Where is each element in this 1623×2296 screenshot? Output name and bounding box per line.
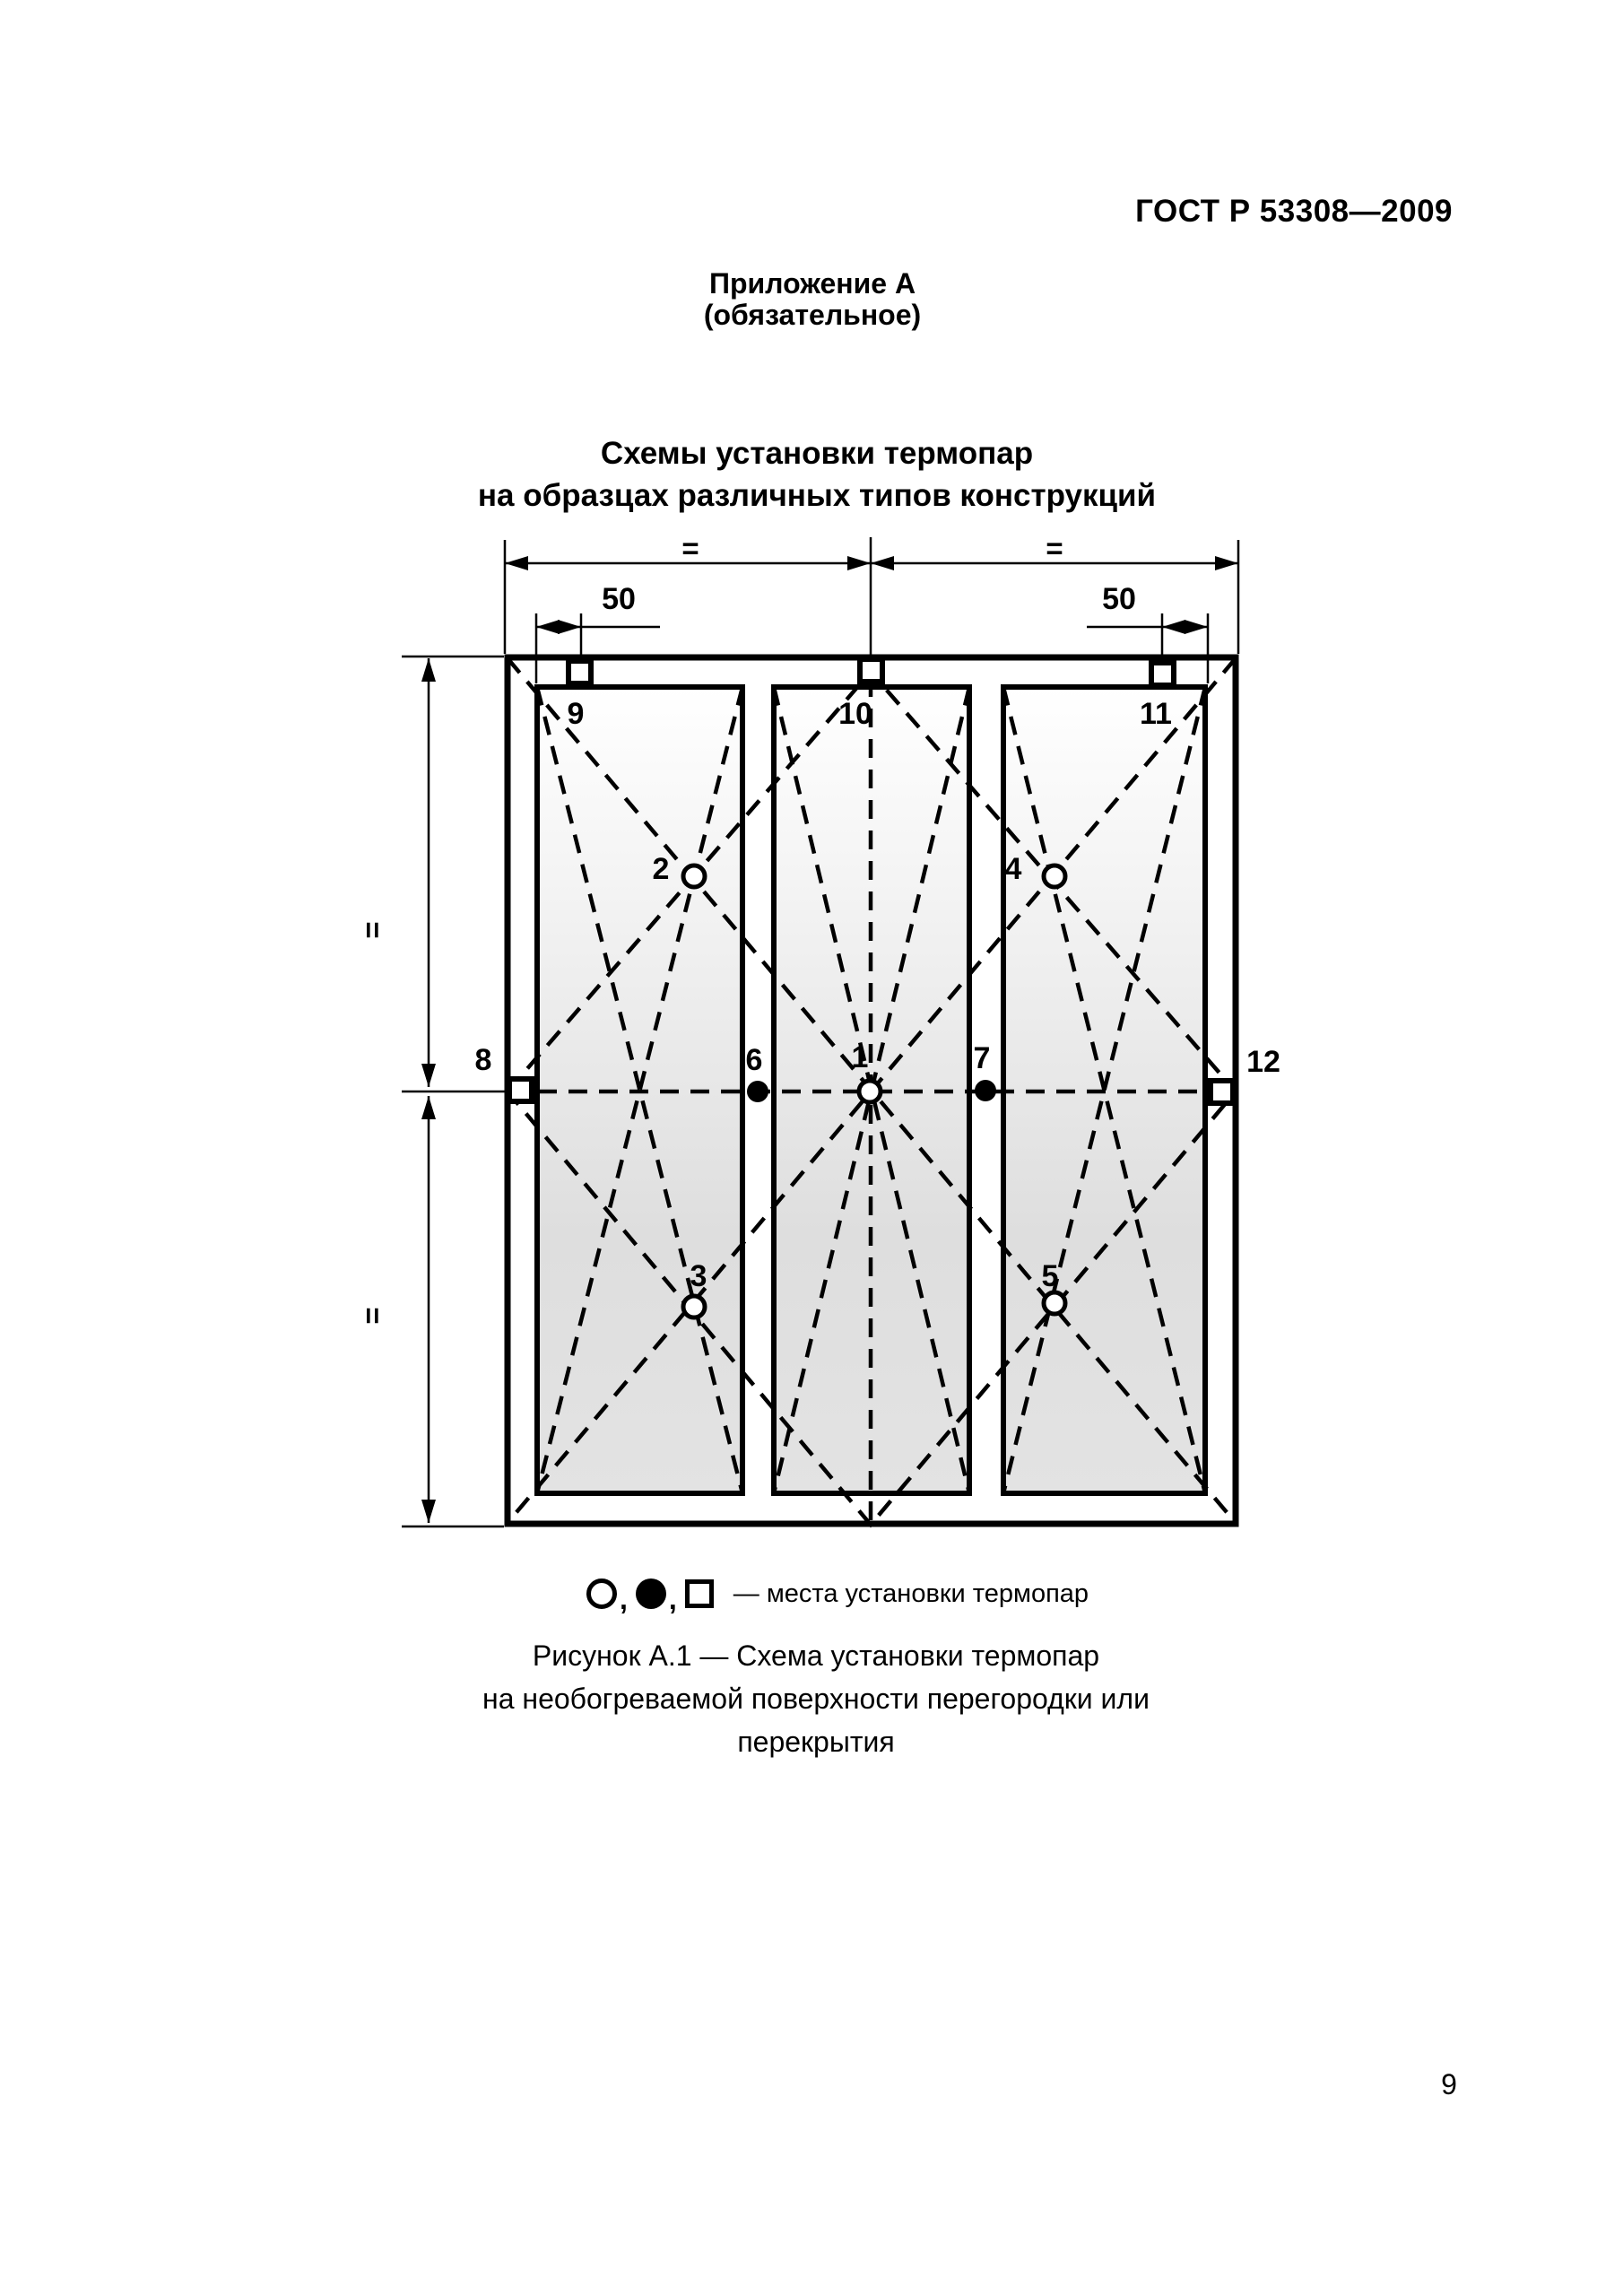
square-marker-9 xyxy=(568,661,591,683)
point-label-7: 7 xyxy=(973,1041,991,1075)
offset-dim-left-label: 50 xyxy=(602,582,636,616)
page-number: 9 xyxy=(1441,2068,1457,2100)
filled-circle-marker-6 xyxy=(747,1081,768,1102)
filled-circle-icon xyxy=(636,1578,666,1609)
equal-dim-left-upper: = xyxy=(356,921,389,939)
figure-legend xyxy=(586,1577,1089,1615)
legend-separator: , xyxy=(668,1583,677,1615)
open-circle-marker-2 xyxy=(683,865,705,887)
open-circle-marker-1 xyxy=(859,1081,881,1102)
point-label-10: 10 xyxy=(838,697,872,731)
point-label-11: 11 xyxy=(1140,697,1172,731)
point-label-5: 5 xyxy=(1041,1259,1059,1293)
legend-note: — места установки термопар xyxy=(733,1578,1089,1608)
square-marker-12 xyxy=(1211,1081,1233,1103)
point-label-8: 8 xyxy=(474,1043,492,1077)
point-label-6: 6 xyxy=(745,1043,763,1077)
square-marker-11 xyxy=(1151,663,1174,685)
point-label-4: 4 xyxy=(1004,852,1022,886)
figure-caption-line2: на необогреваемой поверхности перегородки или перекрытия xyxy=(482,1683,1150,1758)
point-label-9: 9 xyxy=(567,697,585,731)
appendix-subtitle: (обязательное) xyxy=(703,299,922,331)
square-marker-10 xyxy=(860,659,882,682)
square-marker-8 xyxy=(509,1079,532,1101)
page-title-line2: на образцах различных типов конструкций xyxy=(477,478,1157,513)
open-circle-marker-4 xyxy=(1044,865,1065,887)
point-label-12: 12 xyxy=(1246,1045,1280,1079)
offset-dim-right-label: 50 xyxy=(1102,582,1136,616)
point-label-3: 3 xyxy=(690,1259,707,1293)
equal-dim-top-left: = xyxy=(681,532,699,565)
point-label-2: 2 xyxy=(652,852,670,886)
open-circle-icon xyxy=(586,1578,617,1609)
legend-separator: , xyxy=(620,1583,628,1615)
page-title-line1: Схемы установки термопар xyxy=(600,436,1034,471)
equal-dim-left-lower: = xyxy=(356,1307,389,1325)
equal-dim-top-right: = xyxy=(1046,532,1063,565)
appendix-title: Приложение А xyxy=(708,267,916,300)
point-label-1: 1 xyxy=(851,1040,869,1074)
open-circle-marker-3 xyxy=(683,1296,705,1318)
figure-caption xyxy=(412,1634,1219,1763)
filled-circle-marker-7 xyxy=(975,1080,996,1101)
open-square-icon xyxy=(685,1579,714,1608)
open-circle-marker-5 xyxy=(1044,1292,1065,1314)
standard-code: ГОСТ Р 53308—2009 xyxy=(1135,194,1453,229)
figure-caption-line1: Рисунок А.1 — Схема установки термопар xyxy=(532,1639,1100,1672)
